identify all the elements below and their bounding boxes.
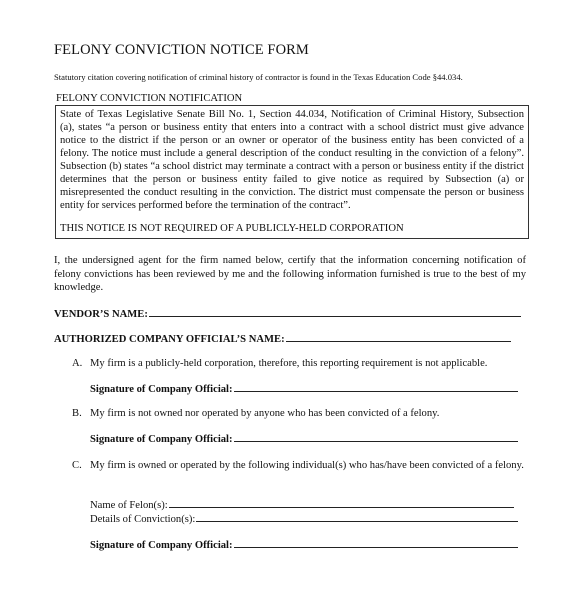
option-a-marker: A. (72, 358, 83, 369)
conviction-details-field[interactable] (90, 512, 518, 525)
form-title: FELONY CONVICTION NOTICE FORM (54, 42, 309, 58)
signature-label-a: Signature of Company Official: (90, 384, 233, 395)
option-a-text: My firm is a publicly-held corporation, therefore, this reporting requirement is not applicable. (90, 358, 488, 369)
official-name-label: AUTHORIZED COMPANY OFFICIAL’S NAME: (54, 334, 285, 345)
felon-name-label: Name of Felon(s): (90, 500, 168, 511)
signature-field-b[interactable] (90, 432, 518, 445)
signature-field-a[interactable] (90, 382, 518, 395)
option-b (72, 407, 532, 421)
felon-name-field[interactable] (90, 498, 514, 511)
notification-box (55, 105, 529, 239)
vendor-name-line[interactable] (149, 307, 521, 317)
signature-field-c[interactable] (90, 538, 518, 551)
certification-statement: I, the undersigned agent for the firm named below, certify that the information concerning notification of felony convictions has been reviewed by me and the following information furnished is true to the best of my knowledge. (54, 255, 526, 293)
option-a (72, 357, 532, 371)
signature-line-c[interactable] (234, 538, 518, 548)
notification-note: THIS NOTICE IS NOT REQUIRED OF A PUBLICLY-HELD CORPORATION (60, 223, 404, 234)
signature-line-a[interactable] (234, 382, 518, 392)
option-c-marker: C. (72, 460, 82, 471)
signature-label-b: Signature of Company Official: (90, 434, 233, 445)
official-name-line[interactable] (286, 332, 511, 342)
signature-label-c: Signature of Company Official: (90, 540, 233, 551)
vendor-name-label: VENDOR’S NAME: (54, 309, 148, 320)
notification-text: State of Texas Legislative Senate Bill No. 1, Section 44.034, Notification of Criminal History, Subsection (a), states “a person or business entity that enters into a contract with a school district must give advance notice to the district if the person or an owner or operator of the business entity has been convicted of a felony. The notice must include a general description of the conduct resulting in the conviction of a felony”. Subsection (b) states “a school district may terminate a contract with a person or business entity if the district determines that the person or business entity failed to give notice as required by Subsection (a) or misrepresented the conduct resulting in the conviction. The district must compensate the person or business entity for services performed before the termination of the contract”. (60, 109, 524, 211)
signature-line-b[interactable] (234, 432, 518, 442)
option-b-marker: B. (72, 408, 82, 419)
notification-heading: FELONY CONVICTION NOTIFICATION (56, 93, 243, 104)
option-c-text: My firm is owned or operated by the following individual(s) who has/have been convicted of a felony. (90, 460, 524, 471)
option-c (72, 459, 532, 487)
statute-citation: Statutory citation covering notification of criminal history of contractor is found in the Texas Education Code §44.034. (54, 72, 463, 82)
option-b-text: My firm is not owned nor operated by anyone who has been convicted of a felony. (90, 408, 440, 419)
felon-name-line[interactable] (169, 498, 514, 508)
conviction-details-label: Details of Conviction(s): (90, 514, 196, 525)
vendor-name-field[interactable] (54, 307, 521, 320)
conviction-details-line[interactable] (196, 512, 518, 522)
official-name-field[interactable] (54, 332, 511, 345)
